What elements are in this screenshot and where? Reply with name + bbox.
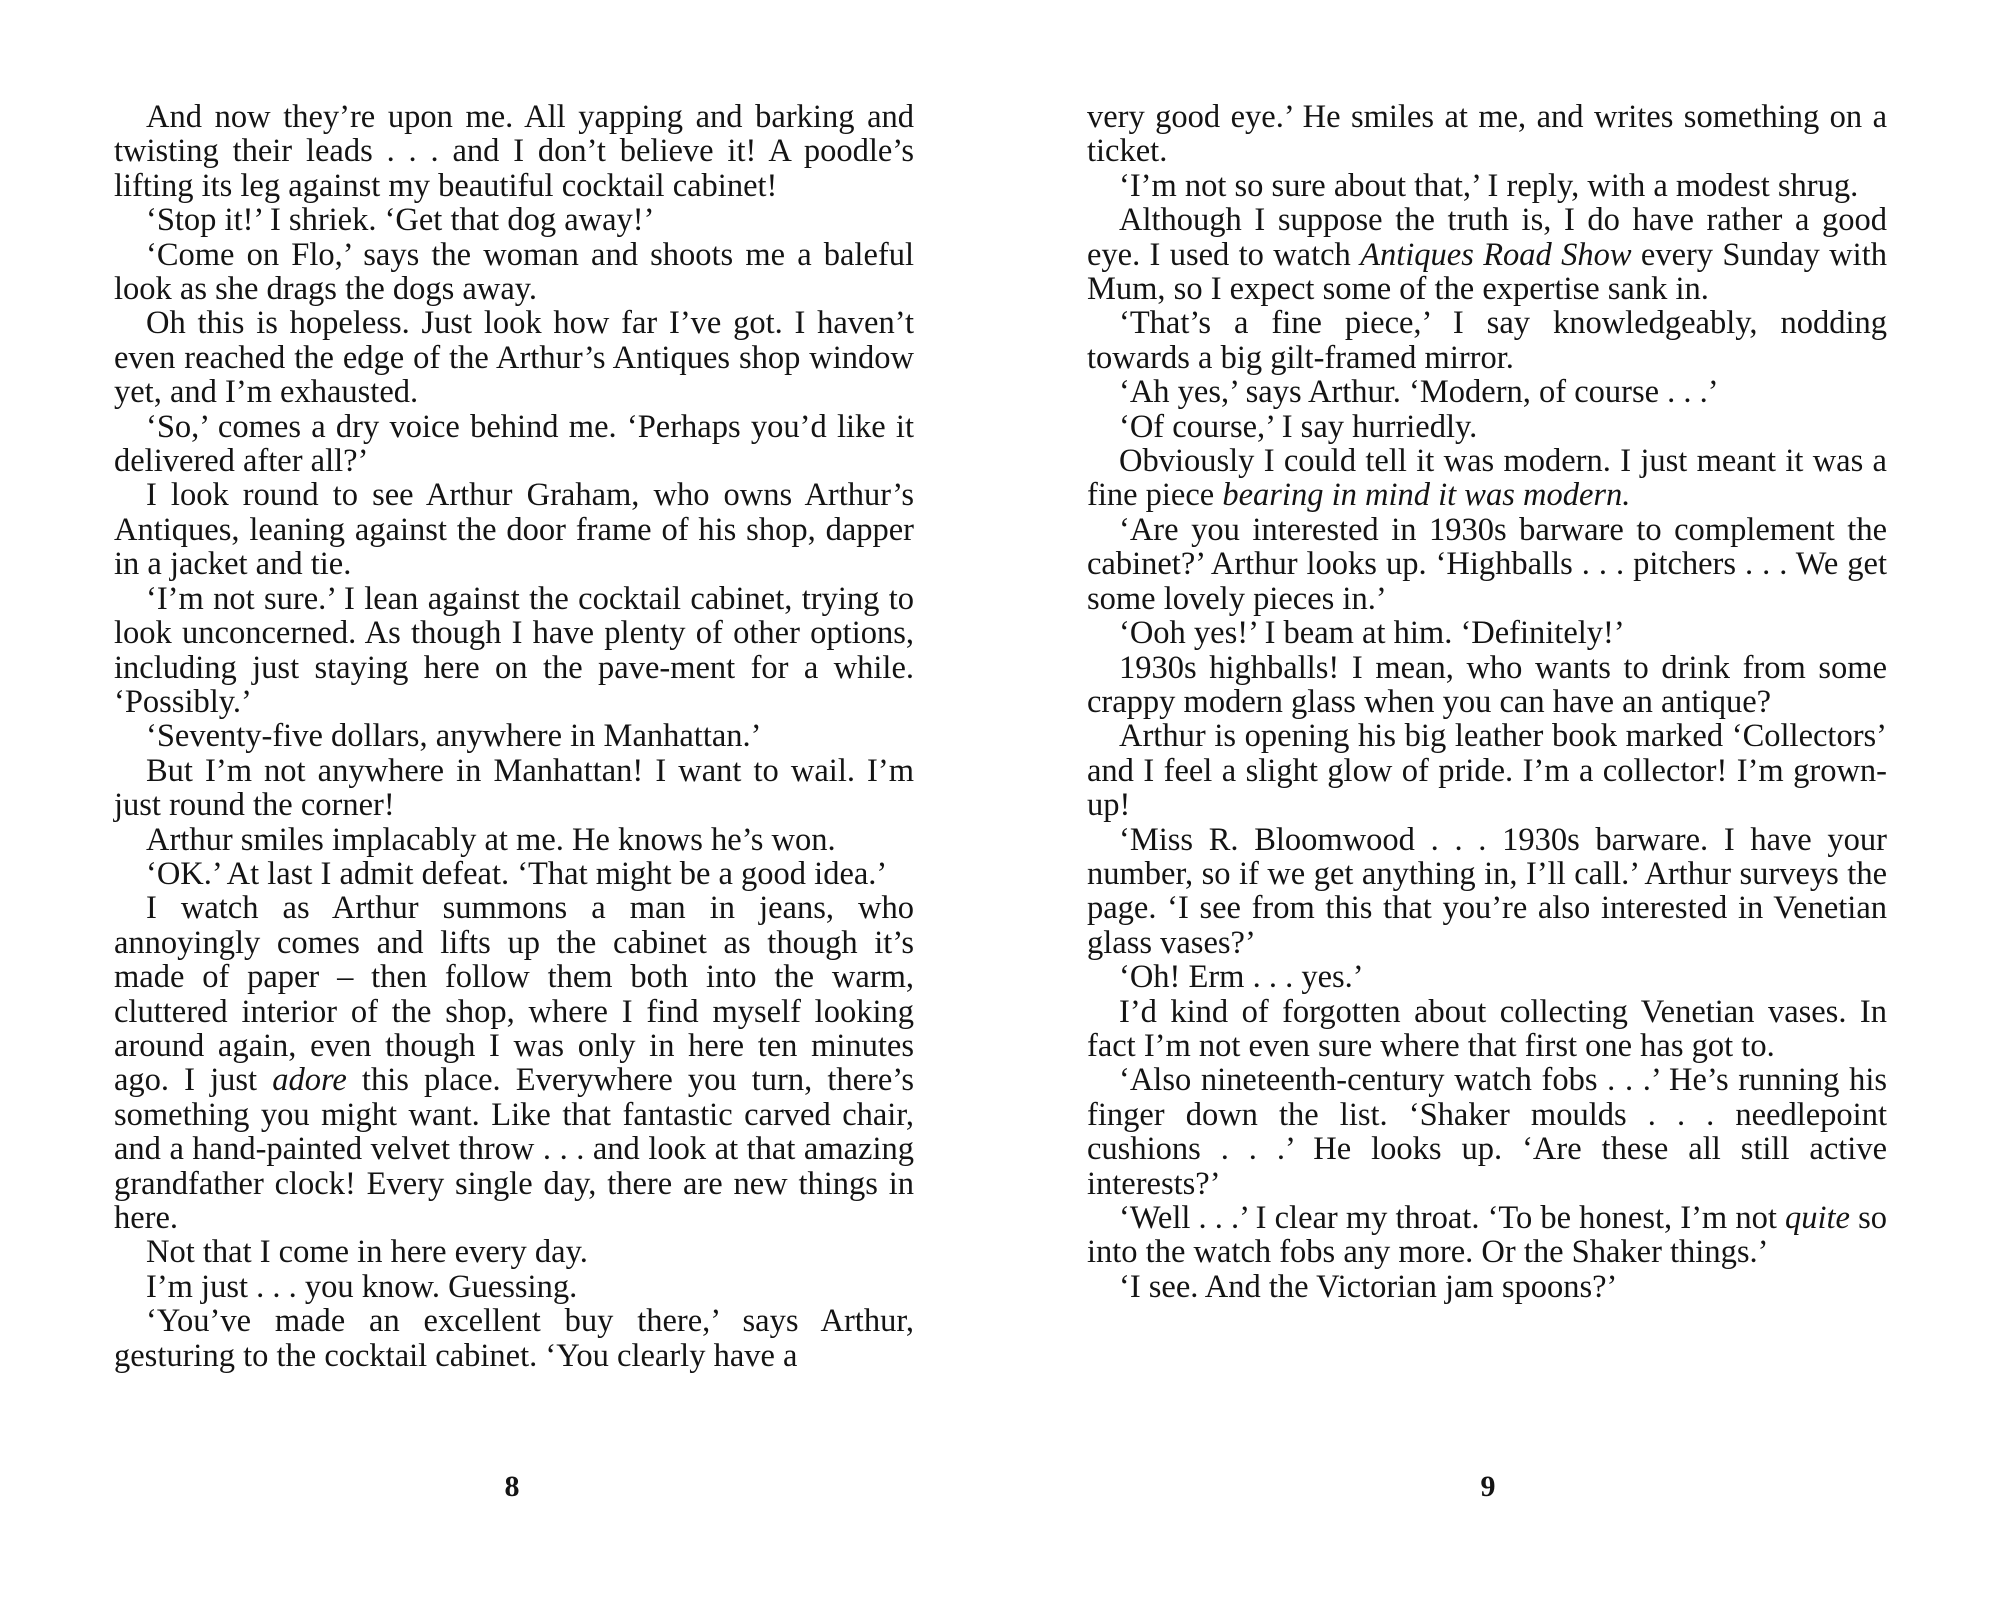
- paragraph: ‘Come on Flo,’ says the woman and shoots me a baleful look as she drags the dogs away.: [114, 236, 914, 308]
- paragraph: ‘Ooh yes!’ I beam at him. ‘Definitely!’: [1119, 615, 1625, 652]
- italic-emphasis: bearing in mind it was modern.: [1222, 477, 1631, 514]
- paragraph: [1087, 1201, 1887, 1270]
- paragraph-text: Obviously I could tell it was modern. I just meant it was a fine piece: [1087, 443, 1887, 514]
- paragraph: 1930s highballs! I mean, who wants to drink from some crappy modern glass when you can have an antique?: [1087, 649, 1887, 720]
- left-page: [114, 100, 914, 1373]
- paragraph: ‘Are you interested in 1930s barware to complement the cabinet?’ Arthur looks up. ‘Highballs . . . pitchers . . . We get some lovely pieces in.’: [1087, 511, 1887, 617]
- paragraph: ‘So,’ comes a dry voice behind me. ‘Perhaps you’d like it delivered after all?’: [114, 408, 914, 480]
- paragraph: But I’m not anywhere in Manhattan! I want to wail. I’m just round the corner!: [114, 752, 914, 824]
- paragraph: And now they’re upon me. All yapping and barking and twisting their leads . . . and I don’t believe it! A poodle’s lifting its leg against my beautiful cocktail cabinet!: [114, 99, 914, 204]
- paragraph-text: so into the watch fobs any more. Or the Shaker things.’: [1087, 1200, 1887, 1271]
- paragraph: I look round to see Arthur Graham, who owns Arthur’s Antiques, leaning against the door frame of his shop, dapper in a jacket and tie.: [114, 477, 914, 583]
- paragraph: Oh this is hopeless. Just look how far I’ve got. I haven’t even reached the edge of the Arthur’s Antiques shop window yet, and I’m exhausted.: [114, 305, 914, 411]
- paragraph-text: this place. Everywhere you turn, there’s something you might want. Like that fantastic carved chair, and a hand-painted velvet throw . . . and look at that amazing grandfather clock! Every single day, there are new things in here.: [114, 1062, 914, 1236]
- paragraph: [1087, 203, 1887, 306]
- paragraph-text: every Sunday with Mum, so I expect some of the expertise sank in.: [1087, 236, 1887, 308]
- paragraph: Arthur smiles implacably at me. He knows he’s won.: [146, 821, 836, 858]
- italic-title: Antiques Road Show: [1360, 236, 1632, 273]
- paragraph-text: I watch as Arthur summons a man in jeans, who annoyingly comes and lifts up the cabinet as though it’s made of paper – then follow them both into the warm, cluttered interior of the shop, where I find myself looking around again, even though I was only in here ten minutes ago. I just: [114, 890, 914, 1099]
- paragraph: Not that I come in here every day.: [146, 1234, 588, 1271]
- paragraph: [1087, 444, 1887, 513]
- paragraph: ‘Ah yes,’ says Arthur. ‘Modern, of course . . .’: [1119, 374, 1719, 411]
- paragraph: ‘I see. And the Victorian jam spoons?’: [1119, 1268, 1618, 1305]
- paragraph: ‘Miss R. Bloomwood . . . 1930s barware. I have your number, so if we get anything in, I’ll call.’ Arthur surveys the page. ‘I see from this that you’re also interested in Venetian glass vases?’: [1087, 821, 1887, 961]
- paragraph: ‘That’s a fine piece,’ I say knowledgeably, nodding towards a big gilt-framed mirror.: [1087, 305, 1887, 376]
- page-number: 8: [504, 1470, 520, 1503]
- paragraph: ‘Oh! Erm . . . yes.’: [1119, 959, 1364, 996]
- paragraph-text: Although I suppose the truth is, I do have rather a good eye. I used to watch: [1087, 202, 1887, 273]
- italic-emphasis: adore: [272, 1062, 347, 1099]
- paragraph: I’m just . . . you know. Guessing.: [146, 1268, 578, 1305]
- paragraph: ‘You’ve made an excellent buy there,’ says Arthur, gesturing to the cocktail cabinet. ‘You clearly have a: [114, 1303, 914, 1374]
- gutter: [999, 0, 1001, 1598]
- page-number: 9: [1480, 1470, 1496, 1503]
- paragraph: ‘Of course,’ I say hurriedly.: [1119, 408, 1478, 445]
- paragraph: very good eye.’ He smiles at me, and writes something on a ticket.: [1087, 99, 1887, 170]
- italic-emphasis: quite: [1784, 1200, 1850, 1236]
- paragraph: [114, 891, 914, 1235]
- paragraph: ‘I’m not sure.’ I lean against the cocktail cabinet, trying to look unconcerned. As though I have plenty of other options, including just staying here on the pave-ment for a while. ‘Possibly.’: [114, 580, 914, 720]
- paragraph: I’d kind of forgotten about collecting Venetian vases. In fact I’m not even sure where that first one has got to.: [1087, 993, 1887, 1064]
- paragraph: Arthur is opening his big leather book marked ‘Collectors’ and I feel a slight glow of pride. I’m a collector! I’m grown-up!: [1087, 718, 1887, 824]
- paragraph: ‘I’m not so sure about that,’ I reply, with a modest shrug.: [1119, 167, 1859, 204]
- paragraph: ‘Seventy-five dollars, anywhere in Manhattan.’: [146, 718, 762, 755]
- paragraph: ‘Also nineteenth-century watch fobs . . .’ He’s running his finger down the list. ‘Shaker moulds . . . needlepoint cushions . . .’ He looks up. ‘Are these all still active interests?’: [1087, 1062, 1887, 1202]
- paragraph: ‘Stop it!’ I shriek. ‘Get that dog away!’: [146, 202, 655, 239]
- right-page: [1087, 100, 1887, 1304]
- paragraph-text: ‘Well . . .’ I clear my throat. ‘To be honest, I’m not: [1119, 1200, 1785, 1236]
- paragraph: ‘OK.’ At last I admit defeat. ‘That might be a good idea.’: [146, 855, 888, 892]
